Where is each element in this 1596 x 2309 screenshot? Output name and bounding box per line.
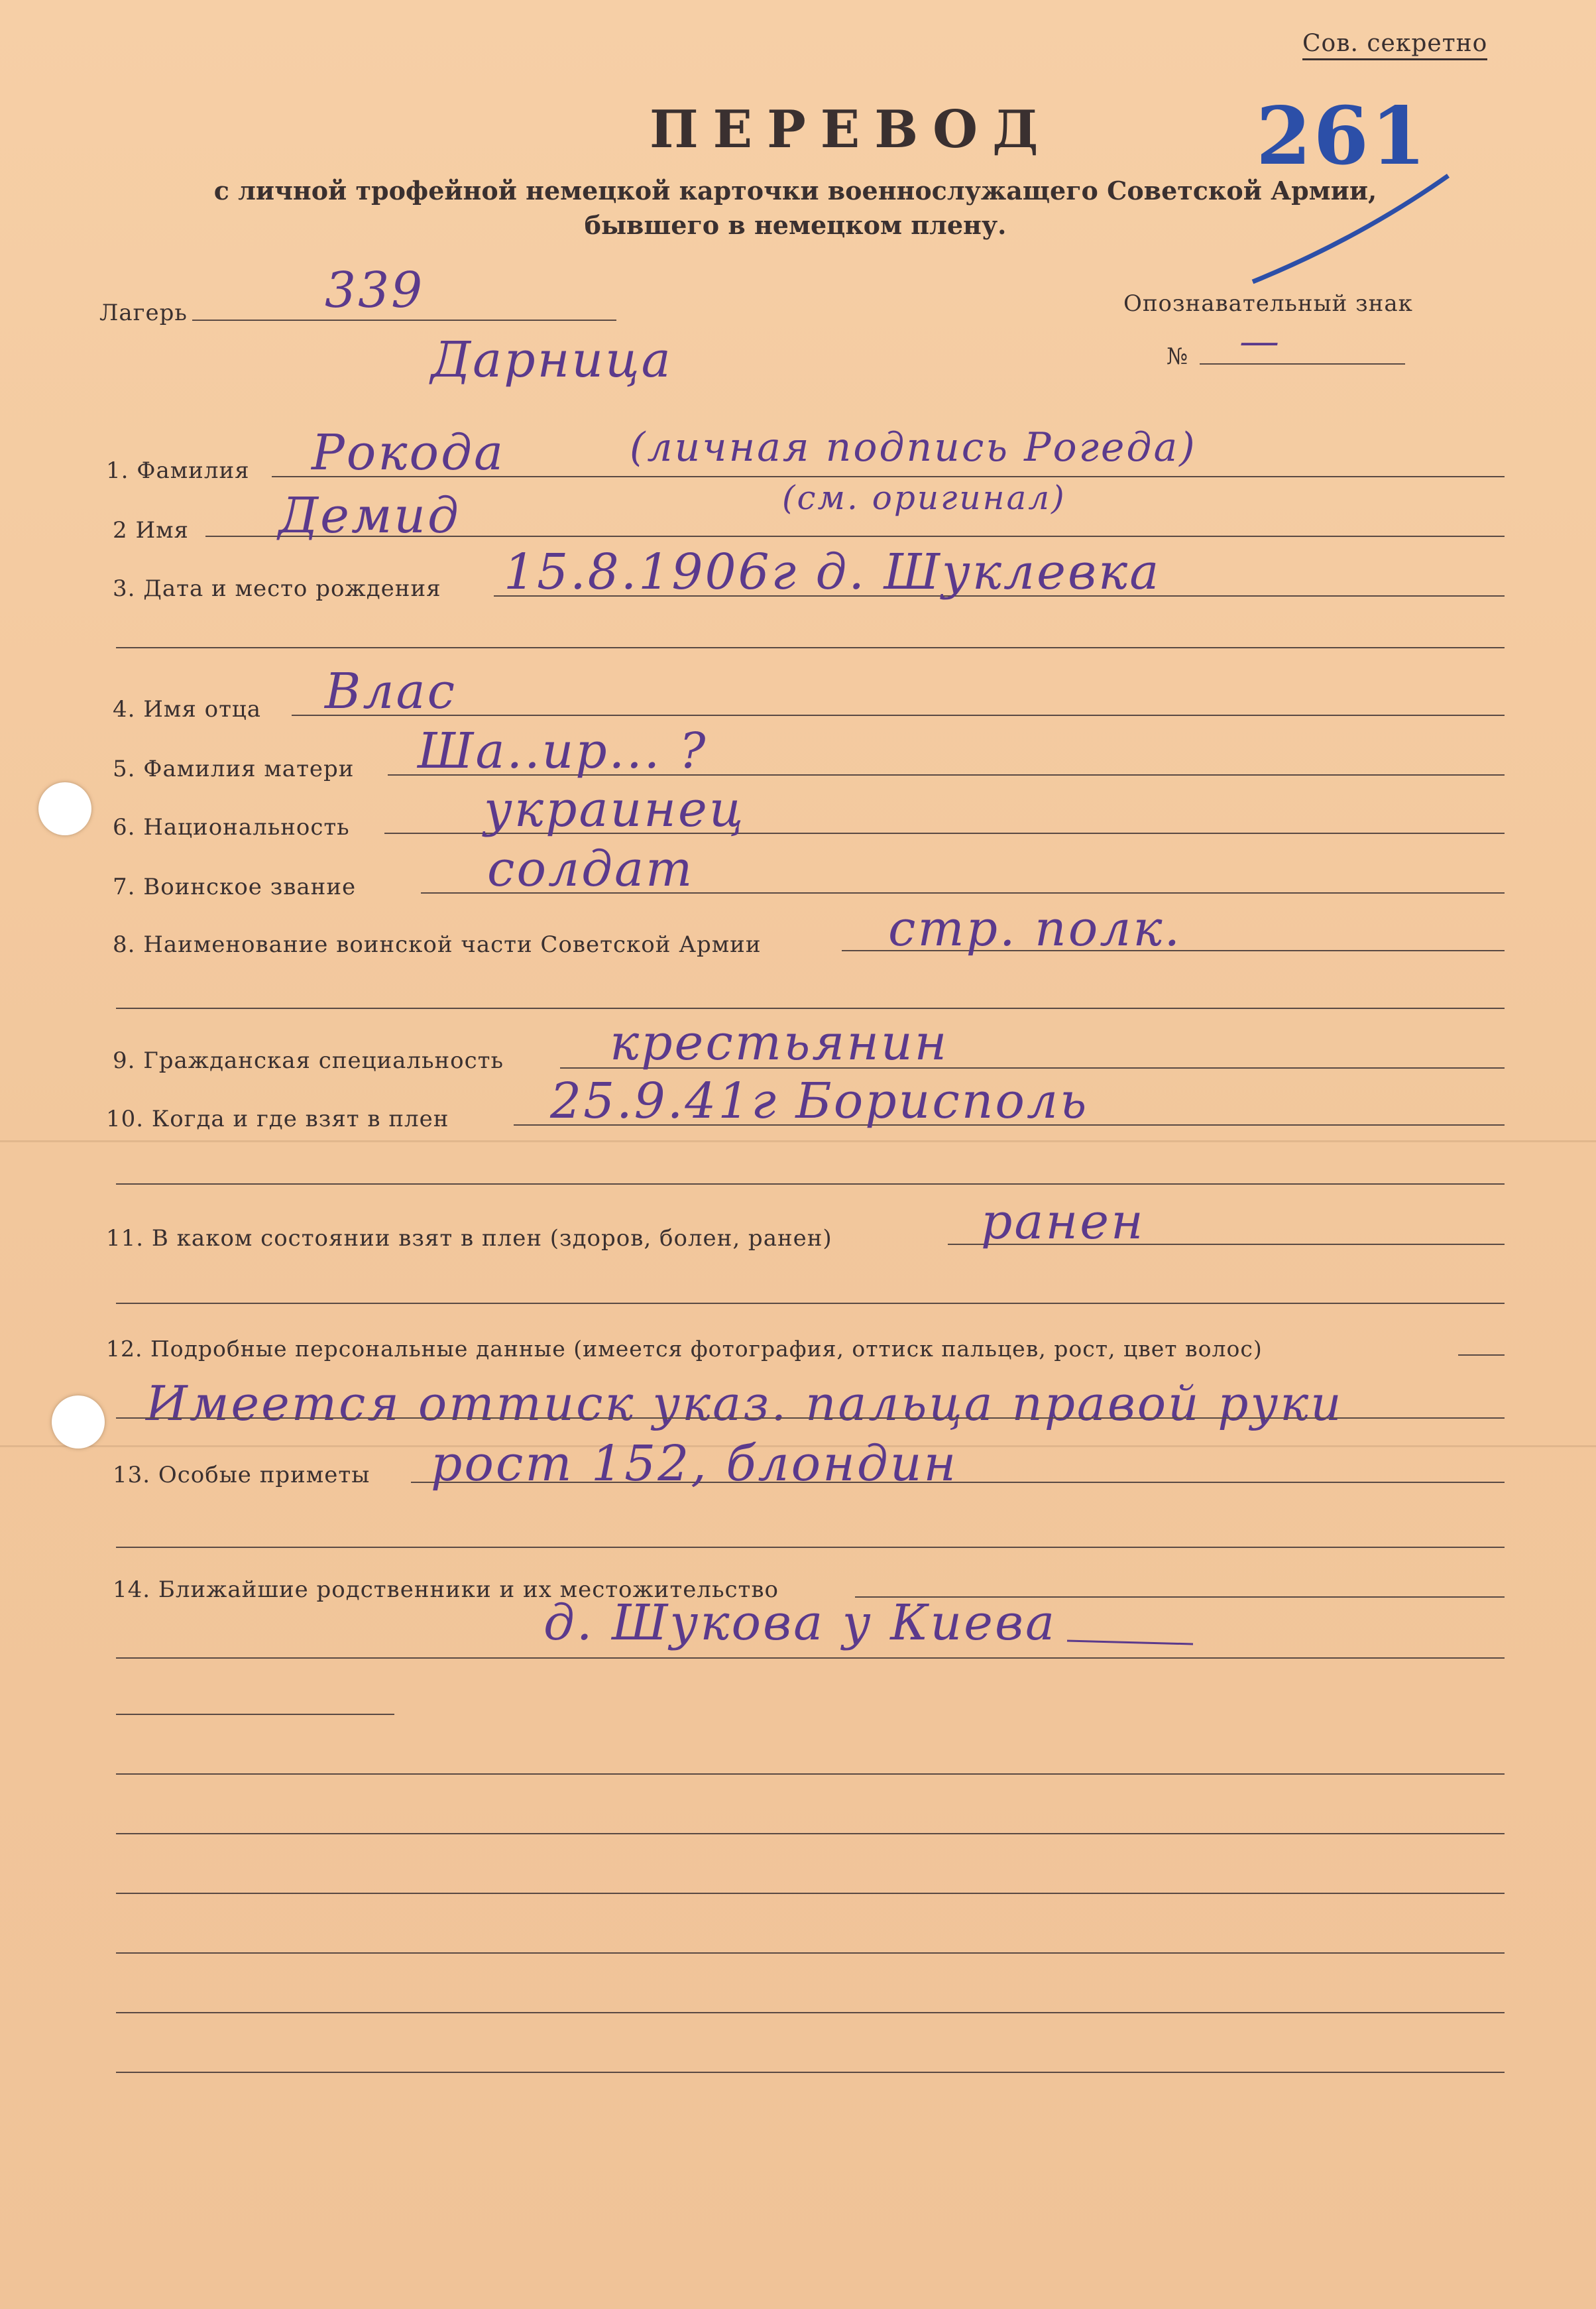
blank-line — [116, 1773, 1505, 1775]
field-1-value: Рокода — [312, 424, 506, 481]
field-8-value: стр. полк. — [888, 900, 1182, 957]
id-no-value: — — [1239, 318, 1281, 365]
field-13-label: 13. Особые приметы — [113, 1462, 370, 1488]
field-4-line — [292, 715, 1505, 716]
field-3-value: 15.8.1906г д. Шуклевка — [504, 544, 1161, 601]
blank-line — [116, 2012, 1505, 2013]
id-no-label: № — [1167, 343, 1189, 370]
field-12-extra-line — [116, 1417, 1505, 1419]
field-3-label: 3. Дата и место рождения — [113, 575, 441, 602]
field-12-label: 12. Подробные персональные данные (имеется фотография, оттиск пальцев, рост, цвет волос) — [106, 1336, 1263, 1362]
field-14-line-3 — [116, 1714, 394, 1715]
classification-stamp: Сов. секретно — [1302, 30, 1487, 60]
camp-number: 339 — [325, 262, 425, 319]
field-8-label: 8. Наименование воинской части Советской Армии — [113, 931, 762, 958]
field-1-note: (личная подпись Рогеда) — [630, 424, 1197, 471]
subtitle-line-1: с личной трофейной немецкой карточки военнослужащего Советской Армии, — [213, 176, 1377, 206]
field-7-value: солдат — [487, 841, 695, 898]
field-2-value: Демид — [278, 487, 461, 544]
field-11-extra-line — [116, 1303, 1505, 1304]
purple-underline — [1067, 1641, 1193, 1644]
field-1-note-2: (см. оригинал) — [782, 479, 1066, 517]
field-6-value: украинец — [484, 781, 746, 838]
field-1-label: 1. Фамилия — [106, 457, 250, 484]
field-5-value: Ша..ир... ? — [418, 723, 708, 780]
field-10-label: 10. Когда и где взят в плен — [106, 1106, 449, 1132]
field-2-label: 2 Имя — [113, 517, 189, 544]
field-5-label: 5. Фамилия матери — [113, 756, 355, 782]
blank-line — [116, 1893, 1505, 1894]
blank-line — [116, 1952, 1505, 1954]
field-12-line — [1458, 1354, 1505, 1356]
camp-name: Дарница — [431, 331, 673, 388]
field-13-value: рост 152, блондин — [431, 1435, 958, 1492]
field-14-value: д. Шукова у Киева — [543, 1594, 1057, 1651]
field-8-extra-line — [116, 1008, 1505, 1009]
field-4-value: Влас — [325, 663, 457, 720]
field-6-label: 6. Национальность — [113, 814, 350, 841]
archive-number: 261 — [1256, 89, 1428, 183]
field-7-label: 7. Воинское звание — [113, 874, 357, 900]
field-14-line-2 — [116, 1657, 1505, 1659]
field-10-extra-line — [116, 1183, 1505, 1185]
field-13-extra-line — [116, 1547, 1505, 1548]
field-9-value: крестьянин — [610, 1014, 949, 1071]
field-3-extra-line — [116, 647, 1505, 648]
subtitle-line-2: бывшего в немецком плену. — [584, 210, 1007, 240]
field-10-value: 25.9.41г Борисполь — [550, 1073, 1089, 1130]
document-title: ПЕРЕВОД — [650, 99, 1053, 160]
field-12-value: Имеется оттиск указ. пальца правой руки — [146, 1376, 1343, 1431]
field-9-label: 9. Гражданская специальность — [113, 1047, 504, 1074]
field-11-label: 11. В каком состоянии взят в плен (здоров, болен, ранен) — [106, 1225, 832, 1252]
id-no-line — [1200, 363, 1405, 365]
camp-label: Лагерь — [99, 300, 188, 326]
blank-line — [116, 2072, 1505, 2073]
field-11-value: ранен — [981, 1193, 1145, 1250]
blank-line — [116, 1833, 1505, 1834]
field-14-label: 14. Ближайшие родственники и их местожительство — [113, 1576, 779, 1603]
blue-pen-stroke — [1253, 176, 1448, 282]
field-4-label: 4. Имя отца — [113, 696, 262, 723]
id-tag-label: Опознавательный знак — [1123, 290, 1413, 317]
camp-line — [192, 320, 616, 321]
